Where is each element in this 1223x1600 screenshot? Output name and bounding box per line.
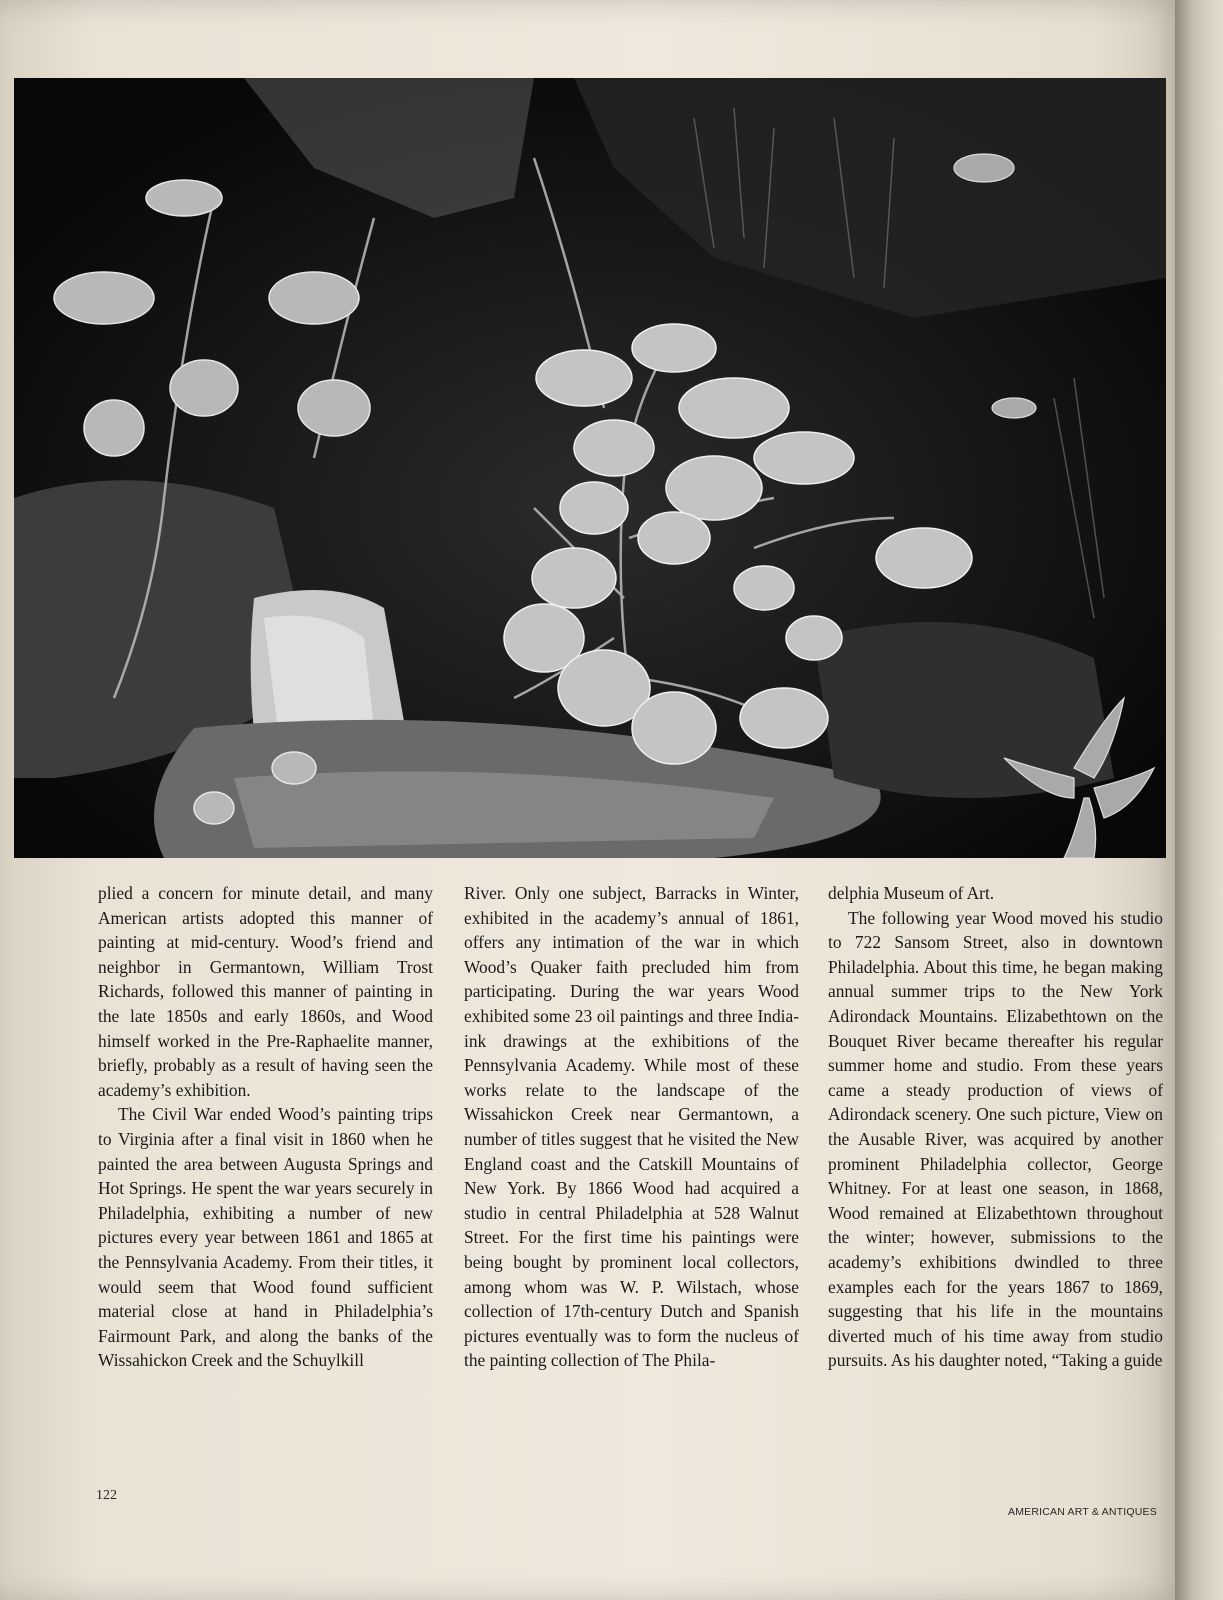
painting-illustration	[14, 78, 1166, 858]
paragraph: River. Only one subject, Barracks in Winter, exhibited in the academy’s annual of 1861, offers any intimation of the war in which Wood’s Quaker faith precluded him from participating. During the war years Wood exhibited some 23 oil paintings and three India-ink drawings at the exhibitions of the Pennsylvania Academy. While most of these works relate to the landscape of the Wissahickon Creek near Germantown, a number of titles suggest that he visited the New England coast and the Catskill Mountains of New York. By 1866 Wood had acquired a studio in central Philadelphia at 528 Walnut Street. For the first time his paintings were being bought by prominent local collectors, among whom was W. P. Wilstach, whose collection of 17th-century Dutch and Spanish pictures eventually was to form the nucleus of the painting collection of The Phila-	[464, 883, 799, 1371]
facing-page-edge	[1175, 0, 1223, 1600]
text-column-2	[464, 881, 799, 1373]
text-column-3	[828, 881, 1163, 1373]
page-number: 122	[96, 1488, 117, 1503]
paragraph: The following year Wood moved his studio to 722 Sansom Street, also in downtown Philadelphia. About this time, he began making annual summer trips to the New York Adirondack Mountains. Elizabethtown on the Bouquet River became thereafter his regular summer home and studio. From these years came a steady production of views of Adirondack scenery. One such picture, View on the Ausable River, was acquired by another prominent Philadelphia collector, George Whitney. For at least one season, in 1868, Wood remained at Elizabethtown throughout the winter; however, submissions to the academy’s exhibitions dwindled to three examples each for the years 1867 to 1869, suggesting that his life in the mountains diverted much of his time away from studio pursuits. As his daughter noted, “Taking a guide	[828, 907, 1163, 1371]
paragraph: plied a concern for minute detail, and many American artists adopted this manner of painting at mid-century. Wood’s friend and neighbor in Germantown, William Trost Richards, followed this manner of painting in the late 1850s and early 1860s, and Wood himself worked in the Pre-Raphaelite manner, briefly, probably as a result of having seen the academy’s exhibition.	[98, 883, 433, 1100]
paragraph: delphia Museum of Art.	[828, 883, 995, 903]
paragraph: The Civil War ended Wood’s painting trips to Virginia after a final visit in 1860 when he painted the area between Augusta Springs and Hot Springs. He spent the war years securely in Philadelphia, exhibiting a number of new pictures every year between 1861 and 1865 at the Pennsylvania Academy. From their titles, it would seem that Wood found sufficient material close at hand in Philadelphia’s Fairmount Park, and along the banks of the Wissahickon Creek and the Schuylkill	[98, 1104, 433, 1371]
running-footer: AMERICAN ART & ANTIQUES	[1008, 1506, 1157, 1518]
woodland-plants-painting	[14, 78, 1166, 858]
text-column-1	[98, 881, 433, 1373]
